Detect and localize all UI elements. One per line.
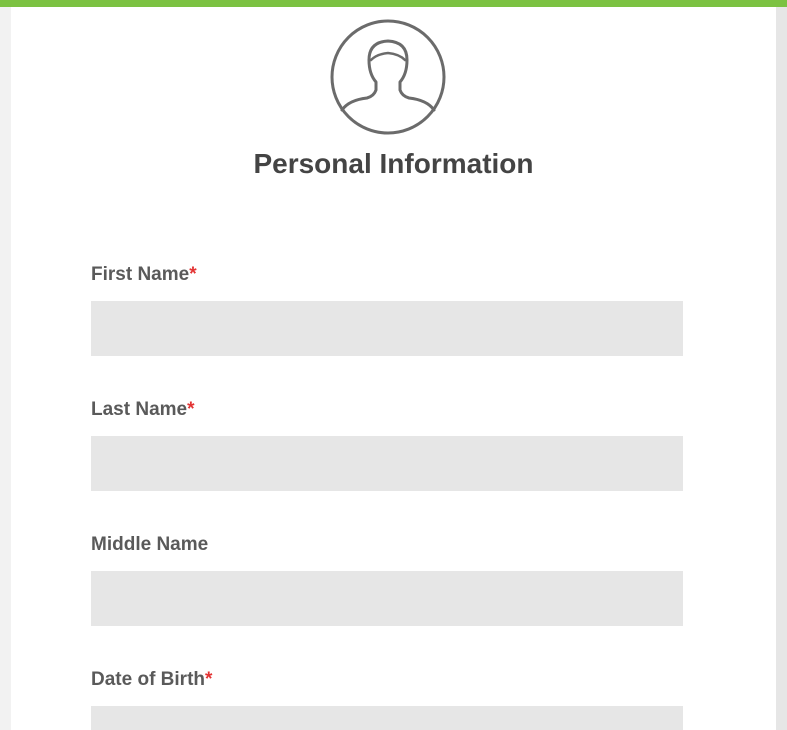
first-name-field: [91, 263, 683, 287]
page-title: Personal Information: [253, 148, 534, 179]
required-asterisk: *: [205, 669, 213, 690]
middle-name-label-text: Middle Name: [91, 534, 209, 555]
middle-name-label: [91, 533, 683, 557]
required-asterisk: *: [189, 264, 197, 285]
date-of-birth-input[interactable]: [91, 706, 683, 730]
first-name-label-text: First Name: [91, 264, 190, 285]
scrollbar-track[interactable]: [776, 7, 787, 730]
date-of-birth-label-text: Date of Birth: [91, 669, 205, 690]
last-name-input[interactable]: [91, 436, 683, 491]
last-name-label-text: Last Name: [91, 399, 188, 420]
last-name-field: [91, 398, 683, 422]
first-name-input[interactable]: [91, 301, 683, 356]
top-accent-bar: [0, 0, 787, 7]
first-name-label: [91, 263, 683, 287]
date-of-birth-label: [91, 668, 683, 692]
last-name-label: [91, 398, 683, 422]
middle-name-field: [91, 533, 683, 557]
user-silhouette-icon: [329, 18, 447, 136]
middle-name-input[interactable]: [91, 571, 683, 626]
form-page: [11, 0, 776, 730]
date-of-birth-field: [91, 668, 683, 692]
required-asterisk: *: [187, 399, 195, 420]
